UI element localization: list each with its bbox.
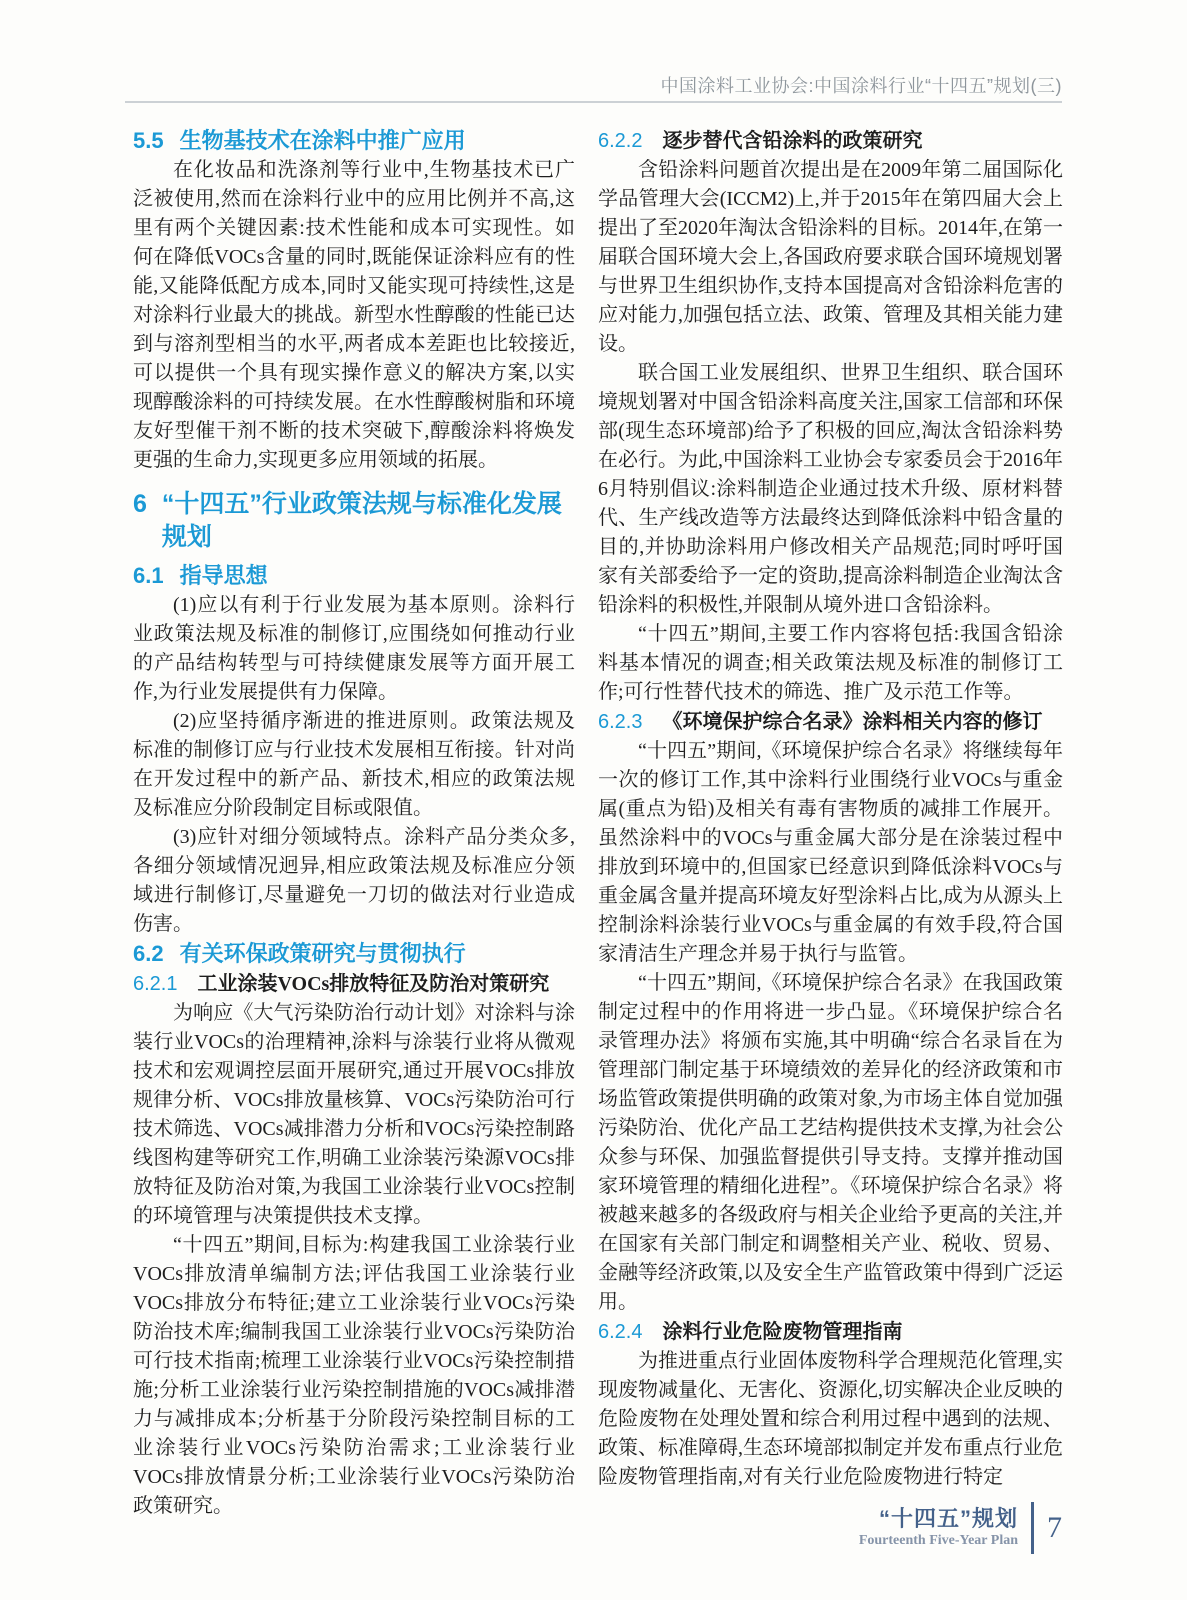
footer-plan-en: Fourteenth Five-Year Plan	[858, 1533, 1018, 1548]
section-heading-6-2-2	[598, 126, 1063, 156]
paragraph: “十四五”期间,目标为:构建我国工业涂装行业VOCs排放清单编制方法;评估我国工业涂装行业VOCs排放分布特征;建立工业涂装行业VOCs污染防治技术库;编制我国工业涂装行业VOCs污染防治可行技术指南;梳理工业涂装行业VOCs污染控制措施;分析工业涂装行业污染控制措施的VOCs减排潜力与减排成本;分析基于分阶段污染控制目标的工业涂装行业VOCs污染防治需求;工业涂装行业VOCs排放情景分析;工业涂装行业VOCs污染防治政策研究。	[133, 1234, 575, 1517]
paragraph: 联合国工业发展组织、世界卫生组织、联合国环境规划署对中国含铅涂料高度关注,国家工信部和环保部(现生态环境部)给予了积极的回应,淘汰含铅涂料势在必行。为此,中国涂料工业协会专家委员会于2016年6月特别倡议:涂料制造企业通过技术升级、原材料替代、生产线改造等方法最终达到降低涂料中铅含量的目的,并协助涂料用户修改相关产品规范;同时呼吁国家有关部委给予一定的资助,提高涂料制造企业淘汰含铅涂料的积极性,并限制从境外进口含铅涂料。	[598, 362, 1063, 616]
page-footer	[859, 1502, 1062, 1554]
paragraph: “十四五”期间,主要工作内容将包括:我国含铅涂料基本情况的调查;相关政策法规及标准的制修订工作;可行性替代技术的筛选、推广及示范工作等。	[598, 623, 1063, 703]
left-column	[133, 126, 575, 1521]
section-number: 5.5	[133, 128, 164, 153]
paragraph: (3)应针对细分领域特点。涂料产品分类众多,各细分领域情况迥异,相应政策法规及标准应分领域进行制修订,尽量避免一刀切的做法对行业造成伤害。	[133, 826, 575, 935]
right-column	[598, 126, 1063, 1521]
section-title: 涂料行业危险废物管理指南	[662, 1321, 903, 1343]
footer-plan-cn: “十四五”规划	[878, 1506, 1018, 1531]
paragraph: 在化妆品和洗涤剂等行业中,生物基技术已广泛被使用,然而在涂料行业中的应用比例并不高,这里有两个关键因素:技术性能和成本可实现性。如何在降低VOCs含量的同时,既能保证涂料应有的性能,又能降低配方成本,同时又能实现可持续性,这是对涂料行业最大的挑战。新型水性醇酸的性能已达到与溶剂型相当的水平,两者成本差距也比较接近,可以提供一个具有现实操作意义的解决方案,以实现醇酸涂料的可持续发展。在水性醇酸树脂和环境友好型催干剂不断的技术突破下,醇酸涂料将焕发更强的生命力,实现更多应用领域的拓展。	[133, 159, 575, 471]
two-column-content	[133, 126, 1063, 1521]
section-title: 《环境保护综合名录》涂料相关内容的修订	[662, 711, 1043, 733]
section-heading-6-1	[133, 561, 575, 591]
paragraph: 为推进重点行业固体废物科学合理规范化管理,实现废物减量化、无害化、资源化,切实解决企业反映的危险废物在处理处置和综合利用过程中遇到的法规、政策、标准障碍,生态环境部拟制定并发布重点行业危险废物管理指南,对有关行业危险废物进行特定	[598, 1350, 1063, 1488]
footer-plan-label	[859, 1506, 1018, 1550]
section-number: 6.1	[133, 563, 164, 588]
section-heading-6	[133, 488, 575, 554]
page-header-title: 中国涂料工业协会:中国涂料行业“十四五”规划(三)	[660, 76, 1062, 96]
section-heading-6-2	[133, 939, 575, 969]
section-heading-5-5	[133, 126, 575, 156]
footer-separator	[1031, 1502, 1034, 1554]
section-heading-6-2-3	[598, 707, 1063, 737]
section-title: 有关环保政策研究与贯彻执行	[179, 941, 466, 966]
header-divider	[125, 101, 1062, 103]
section-title: 生物基技术在涂料中推广应用	[179, 128, 466, 153]
section-heading-6-2-4	[598, 1317, 1063, 1347]
paragraph: (2)应坚持循序渐进的推进原则。政策法规及标准的制修订应与行业技术发展相互衔接。针对尚在开发过程中的新产品、新技术,相应的政策法规及标准应分阶段制定目标或限值。	[133, 710, 575, 819]
section-number: 6	[133, 490, 147, 518]
section-number: 6.2.4	[598, 1321, 643, 1343]
section-title: “十四五”行业政策法规与标准化发展规划	[161, 490, 562, 551]
paragraph: (1)应以有利于行业发展为基本原则。涂料行业政策法规及标准的制修订,应围绕如何推动行业的产品结构转型与可持续健康发展等方面开展工作,为行业发展提供有力保障。	[133, 594, 575, 703]
section-title: 工业涂装VOCs排放特征及防治对策研究	[197, 973, 550, 995]
section-number: 6.2.3	[598, 711, 643, 733]
section-title: 逐步替代含铅涂料的政策研究	[662, 130, 923, 152]
paragraph: “十四五”期间,《环境保护综合名录》将继续每年一次的修订工作,其中涂料行业围绕行业VOCs与重金属(重点为铅)及相关有毒有害物质的减排工作展开。虽然涂料中的VOCs与重金属大部分是在涂装过程中排放到环境中的,但国家已经意识到降低涂料VOCs与重金属含量并提高环境友好型涂料占比,成为从源头上控制涂料涂装行业VOCs与重金属的有效手段,符合国家清洁生产理念并易于执行与监管。	[598, 740, 1063, 965]
section-number: 6.2.1	[133, 973, 178, 995]
section-heading-6-2-1	[133, 969, 575, 999]
page-number: 7	[1047, 1511, 1062, 1544]
paragraph: “十四五”期间,《环境保护综合名录》在我国政策制定过程中的作用将进一步凸显。《环境保护综合名录管理办法》将颁布实施,其中明确“综合名录旨在为管理部门制定基于环境绩效的差异化的经济政策和市场监管政策提供明确的政策对象,为市场主体自觉加强污染防治、优化产品工艺结构提供技术支撑,为社会公众参与环保、加强监督提供引导支持。支撑并推动国家环境管理的精细化进程”。《环境保护综合名录》将被越来越多的各级政府与相关企业给予更高的关注,并在国家有关部门制定和调整相关产业、税收、贸易、金融等经济政策,以及安全生产监管政策中得到广泛运用。	[598, 972, 1063, 1313]
section-number: 6.2	[133, 941, 164, 966]
section-number: 6.2.2	[598, 130, 643, 152]
paragraph: 含铅涂料问题首次提出是在2009年第二届国际化学品管理大会(ICCM2)上,并于2015年在第四届大会上提出了至2020年淘汰含铅涂料的目标。2014年,在第一届联合国环境大会上,各国政府要求联合国环境规划署与世界卫生组织协作,支持本国提高对含铅涂料危害的应对能力,加强包括立法、政策、管理及其相关能力建设。	[598, 159, 1063, 355]
section-title: 指导思想	[179, 563, 268, 588]
paragraph: 为响应《大气污染防治行动计划》对涂料与涂装行业VOCs的治理精神,涂料与涂装行业将从微观技术和宏观调控层面开展研究,通过开展VOCs排放规律分析、VOCs排放量核算、VOCs污染防治可行技术筛选、VOCs减排潜力分析和VOCs污染控制路线图构建等研究工作,明确工业涂装污染源VOCs排放特征及防治对策,为我国工业涂装行业VOCs控制的环境管理与决策提供技术支撑。	[133, 1002, 575, 1227]
